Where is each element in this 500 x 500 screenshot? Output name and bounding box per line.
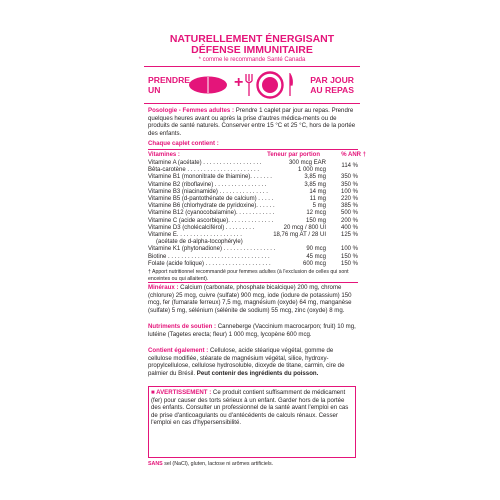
nutrient-anr: 200 % (340, 217, 358, 224)
posology-label: Posologie - Femmes adultes : (148, 107, 235, 114)
nutrient-anr: 150 % (340, 253, 358, 260)
dosage-left-line2: UN (148, 85, 161, 95)
nutrient-name: Vitamine B2 (riboflavine) . . . . . . . . . . . . . . . . (148, 181, 267, 188)
free-of-line (148, 461, 358, 469)
claim-line-2: DÉFENSE IMMUNITAIRE (191, 44, 313, 56)
warning-label: ■ AVERTISSEMENT : (151, 389, 212, 396)
nutrient-anr: 100 % (340, 188, 358, 195)
nutrient-amount: 90 mcg (306, 246, 326, 253)
nutrient-amount: 5 mg (312, 203, 326, 210)
dosage-right-text (310, 75, 354, 95)
posology-paragraph (148, 107, 358, 137)
fork-icon (244, 73, 254, 97)
nutrient-name: Vitamine A (acétate) . . . . . . . . . . . . . . . . . . (148, 160, 262, 166)
minerals-text: Calcium (carbonate, phosphate bicalcique) 200 mg, chrome (chlorure) 25 mcg, cuivre (sulfate) 900 mcg, iode (iodure de potassium) 150 mcg, fer (fumarate ferreux) 7,5 mg, magnésium (oxyde) 64 mg, manganèse (sulfate) 5 mg, sélénium (sélénite de sodium) 55 mcg, zinc (oxyde) 8 mg. (148, 284, 352, 314)
nutrient-anr: 350 % (340, 174, 358, 181)
support-label: Nutriments de soutien : (148, 323, 217, 330)
claim-note: * comme le recommande Santé Canada (198, 57, 306, 63)
nutrient-amount: 18,76 mg AT / 28 UI (273, 232, 326, 238)
warning-box (148, 386, 356, 458)
nutrient-name: Vitamine B1 (mononitrate de thiamine). . . . . . . (148, 174, 272, 181)
nutrient-amount: 3,85 mg (304, 181, 326, 188)
nutrient-anr: 220 % (340, 196, 358, 202)
warning-text: Ce produit contient suffisamment de médicament (fer) pour causer des torts sérieux à un enfant. Garder hors de la portée des enfants. Consulter un professionnel de la santé avant l'emploi en cas de prise d'anticoagulants ou d'antécédents de calculs rénaux. Cesser l'emploi en cas d'hypersensibilité. (151, 389, 349, 427)
nutrient-anr: 385 % (340, 203, 358, 210)
nutrient-name: Vitamine B5 (d-pantothénate de calcium) . . . . . (148, 196, 274, 202)
nutrient-amount: 11 mg (309, 196, 326, 202)
nutrient-anr: 114 % (341, 163, 358, 170)
fish-allergen-text: Peut contenir des ingrédients du poisson. (196, 369, 319, 377)
nutrient-name: Vitamine D3 (cholécalciférol) . . . . . . . . . (148, 224, 255, 231)
nutrient-amount: 150 mg (305, 217, 326, 224)
nutrient-amount: 300 mcg EAR (288, 160, 326, 166)
anr-footnote: † Apport nutritionnel recommandé pour femmes adultes (à l'exclusion de celles qui sont enceintes ou qui allaitent). (148, 269, 349, 282)
free-of-label: SANS (148, 461, 163, 467)
plus-sign: + (234, 74, 244, 91)
dosage-left-line1: PRENDRE (148, 75, 191, 85)
col-anr: % ANR † (341, 152, 366, 158)
nutrient-amount: 1 000 mcg (297, 167, 326, 174)
table-row (148, 260, 360, 268)
support-text: Canneberge (Vaccinium macrocarpon; fruit) 10 mg, lutéine (Tagetes erecta; fleur) 1 000 mcg, lycopène 600 mcg. (148, 323, 356, 338)
dosage-right-line2: AU REPAS (310, 85, 354, 95)
nutrient-amount: 45 mcg (306, 253, 326, 260)
divider (148, 282, 358, 283)
nutrient-name: Vitamine C (acide ascorbique). . . . . . . . . . . . . . (148, 217, 274, 224)
nutrient-amount: 14 mg (309, 188, 326, 195)
warning-label-text: AVERTISSEMENT : (156, 389, 212, 396)
nutrient-name: Folate (acide folique) . . . . . . . . . . . . . . . . . . . . (148, 260, 271, 267)
nutrient-name: Vitamine K1 (phytonadione) . . . . . . . . . . . . . . . . (148, 246, 276, 253)
nutrient-name: Vitamine E. . . . . . . . . . . . . . . . . . . . (148, 232, 242, 238)
dosage-left-text (148, 75, 190, 95)
dosage-right-line1: PAR JOUR (310, 75, 354, 85)
minerals-label: Minéraux : (148, 284, 179, 291)
minerals-paragraph (148, 284, 358, 314)
nutrient-anr: 500 % (340, 210, 358, 217)
nutrient-name: Bêta-carotène . . . . . . . . . . . . . . . . . . . . . . (148, 167, 260, 174)
nutrient-amount: 12 mcg (306, 210, 326, 217)
also-text: Cellulose, acide stéarique végétal, gomme de cellulose modifiée, stéarate de magnésium végétal, silice, hydroxy-propylcellulose, cellulose hydrosoluble, dioxyde de titane, carmin, cire de palmier du Brésil. (148, 347, 345, 377)
nutrient-anr: 400 % (340, 224, 358, 231)
claim-line-1: NATURELLEMENT ÉNERGISANT (169, 33, 335, 45)
posology-text: Prendre 1 caplet par jour au repas. Prendre quelques heures avant ou après la prise d'autres médica-ments ou de produits de santé naturels. Conserver entre 15 °C et 25 °C, hors de la portée des enfants. (148, 107, 356, 137)
knife-icon (286, 73, 294, 97)
dosage-banner (144, 66, 360, 104)
contents-title: Chaque caplet contient : (148, 140, 219, 147)
plate-icon (256, 71, 284, 99)
col-amount: Teneur par portion (267, 152, 320, 158)
also-paragraph (148, 347, 358, 377)
nutrient-anr: 150 % (340, 260, 358, 267)
nutrient-amount: 20 mcg / 800 UI (283, 224, 326, 231)
also-label: Contient également : (148, 347, 209, 354)
nutrient-anr: 100 % (340, 246, 358, 253)
nutrient-anr: 350 % (340, 181, 358, 188)
nutrient-name: Vitamine B12 (cyanocobalamine). . . . . . . . . . . . (148, 210, 275, 217)
support-paragraph (148, 323, 358, 338)
divider (148, 149, 358, 150)
nutrient-name: Vitamine B3 (niacinamide) . . . . . . . . . . . . . . . (148, 188, 268, 195)
nutrient-name: Biotine . . . . . . . . . . . . . . . . . . . . . . . . . . . . . . . (148, 253, 270, 260)
contents-header-row (148, 151, 366, 159)
nutrient-name: Vitamine B6 (chlorhydrate de pyridoxine). . . . . . (148, 203, 275, 210)
nutrient-anr: 125 % (340, 232, 358, 238)
warning-paragraph (151, 389, 353, 427)
free-of-text: sel (NaCl), gluten, lactose ni arômes artificiels. (162, 461, 274, 467)
capsule-icon (188, 75, 228, 95)
col-vitamins: Vitamines : (148, 152, 180, 158)
nutrient-amount: 3,85 mg (304, 174, 326, 181)
nutrient-amount: 600 mcg (302, 260, 326, 267)
nutrient-name: (acétate de d-alpha-tocophéryle) (156, 239, 243, 246)
